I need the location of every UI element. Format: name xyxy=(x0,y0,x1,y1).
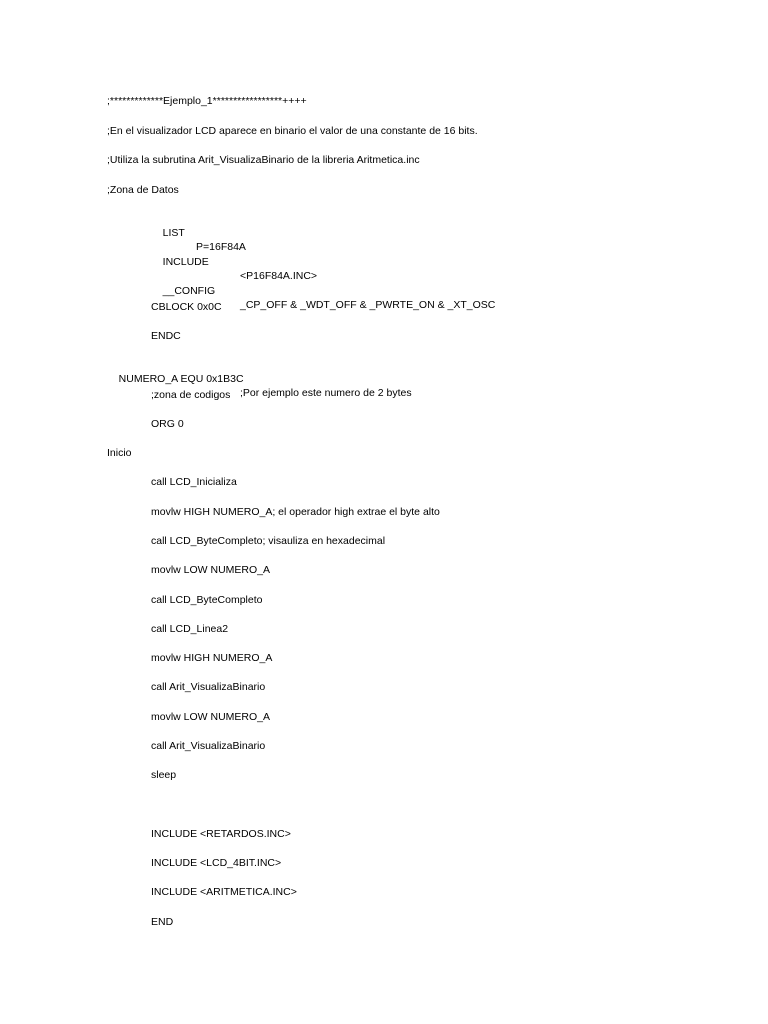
directive-keyword: __CONFIG xyxy=(162,285,216,297)
code-line: movlw HIGH NUMERO_A xyxy=(151,652,273,664)
comment-line: ;En el visualizador LCD aparece en binario el valor de una constante de 16 bits. xyxy=(107,125,478,137)
section-comment: ;zona de codigos xyxy=(151,389,231,401)
title-line: ;*************Ejemplo_1*****************++++ xyxy=(107,95,307,107)
code-line: movlw HIGH NUMERO_A; el operador high extrae el byte alto xyxy=(151,506,440,518)
directive-keyword: INCLUDE xyxy=(162,256,209,268)
code-line: movlw LOW NUMERO_A xyxy=(151,711,271,723)
code-line: call LCD_ByteCompleto; visauliza en hexadecimal xyxy=(151,535,386,547)
code-line: CBLOCK 0x0C xyxy=(151,301,222,313)
code-line: call LCD_Inicializa xyxy=(151,476,237,488)
directive-value: P=16F84A xyxy=(196,241,246,253)
directive-value: <P16F84A.INC> xyxy=(240,270,318,282)
code-line: sleep xyxy=(151,769,177,781)
code-line: call LCD_Linea2 xyxy=(151,623,229,635)
directive-value: _CP_OFF & _WDT_OFF & _PWRTE_ON & _XT_OSC xyxy=(240,299,496,311)
code-line: movlw LOW NUMERO_A xyxy=(151,564,271,576)
constant-comment: ;Por ejemplo este numero de 2 bytes xyxy=(240,387,412,399)
section-comment: ;Zona de Datos xyxy=(107,184,179,196)
directive-keyword: LIST xyxy=(162,227,185,239)
end-line: END xyxy=(151,916,174,928)
constant-definition-line xyxy=(107,358,412,414)
label-line: Inicio xyxy=(107,447,132,459)
code-line: call LCD_ByteCompleto xyxy=(151,594,263,606)
comment-line: ;Utiliza la subrutina Arit_VisualizaBinario de la libreria Aritmetica.inc xyxy=(107,154,420,166)
include-line: INCLUDE <LCD_4BIT.INC> xyxy=(151,857,282,869)
include-line: INCLUDE <ARITMETICA.INC> xyxy=(151,886,297,898)
code-line: ENDC xyxy=(151,330,181,342)
code-line: call Arit_VisualizaBinario xyxy=(151,740,266,752)
code-line: ORG 0 xyxy=(151,418,184,430)
constant-definition: NUMERO_A EQU 0x1B3C xyxy=(118,373,244,385)
code-line: call Arit_VisualizaBinario xyxy=(151,681,266,693)
include-line: INCLUDE <RETARDOS.INC> xyxy=(151,828,291,840)
